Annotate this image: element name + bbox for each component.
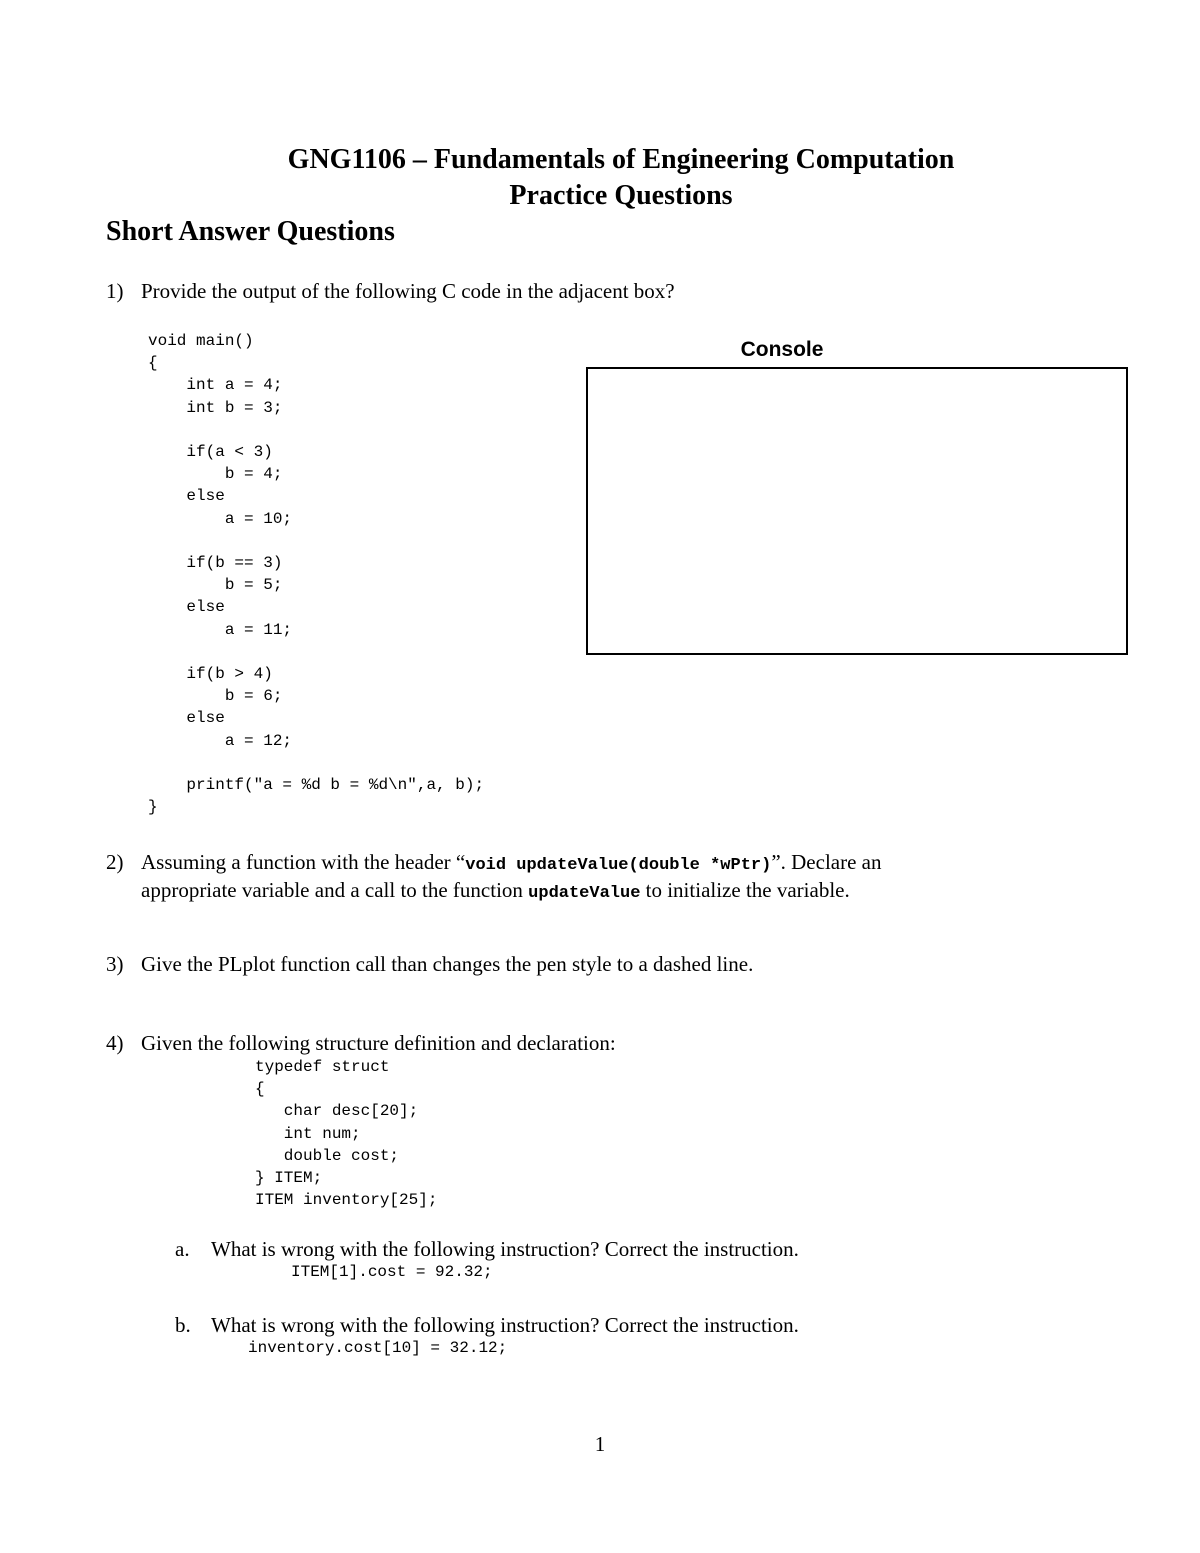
question-2-number: 2) xyxy=(106,850,124,874)
question-4-number: 4) xyxy=(106,1031,124,1055)
question-2-code-func: updateValue xyxy=(528,884,641,903)
question-2-text-part2: ”. Declare an xyxy=(771,850,882,874)
question-4a-code: ITEM[1].cost = 92.32; xyxy=(291,1263,493,1281)
question-4b-text: What is wrong with the following instruction? Correct the instruction. xyxy=(211,1313,799,1337)
question-4a-text: What is wrong with the following instruction? Correct the instruction. xyxy=(211,1237,799,1261)
document-subtitle: Practice Questions xyxy=(509,180,733,211)
question-4a-label: a. xyxy=(175,1237,190,1261)
question-2-text-part3: appropriate variable and a call to the function xyxy=(141,878,529,902)
question-2-text-line2 xyxy=(141,876,850,908)
question-2-text-part1: Assuming a function with the header “ xyxy=(141,850,466,874)
question-3-number: 3) xyxy=(106,952,124,976)
page-number: 1 xyxy=(594,1432,606,1456)
question-1-code: void main() { int a = 4; int b = 3; if(a < 3) b = 4; else a = 10; if(b == 3) b = 5; else a = 11; if(b > 4) b = 6; else a = 12; printf("a = %d b = %d\n",a, b); } xyxy=(148,332,485,817)
question-4-text: Given the following structure definition and declaration: xyxy=(141,1031,616,1055)
section-heading: Short Answer Questions xyxy=(106,216,395,247)
question-2-text-part4: to initialize the variable. xyxy=(640,878,850,902)
console-label: Console xyxy=(740,338,824,361)
question-3-text: Give the PLplot function call than changes the pen style to a dashed line. xyxy=(141,952,754,976)
question-1-text: Provide the output of the following C code in the adjacent box? xyxy=(141,279,675,303)
question-4b-label: b. xyxy=(175,1313,191,1337)
document-title: GNG1106 – Fundamentals of Engineering Computation xyxy=(287,144,955,175)
question-1-number: 1) xyxy=(106,279,124,303)
question-4-code: typedef struct { char desc[20]; int num; double cost; } ITEM; ITEM inventory[25]; xyxy=(255,1058,438,1210)
question-2-code-header: void updateValue(double *wPtr) xyxy=(465,856,772,875)
question-4b-code: inventory.cost[10] = 32.12; xyxy=(248,1339,508,1357)
console-answer-box[interactable] xyxy=(586,367,1128,655)
